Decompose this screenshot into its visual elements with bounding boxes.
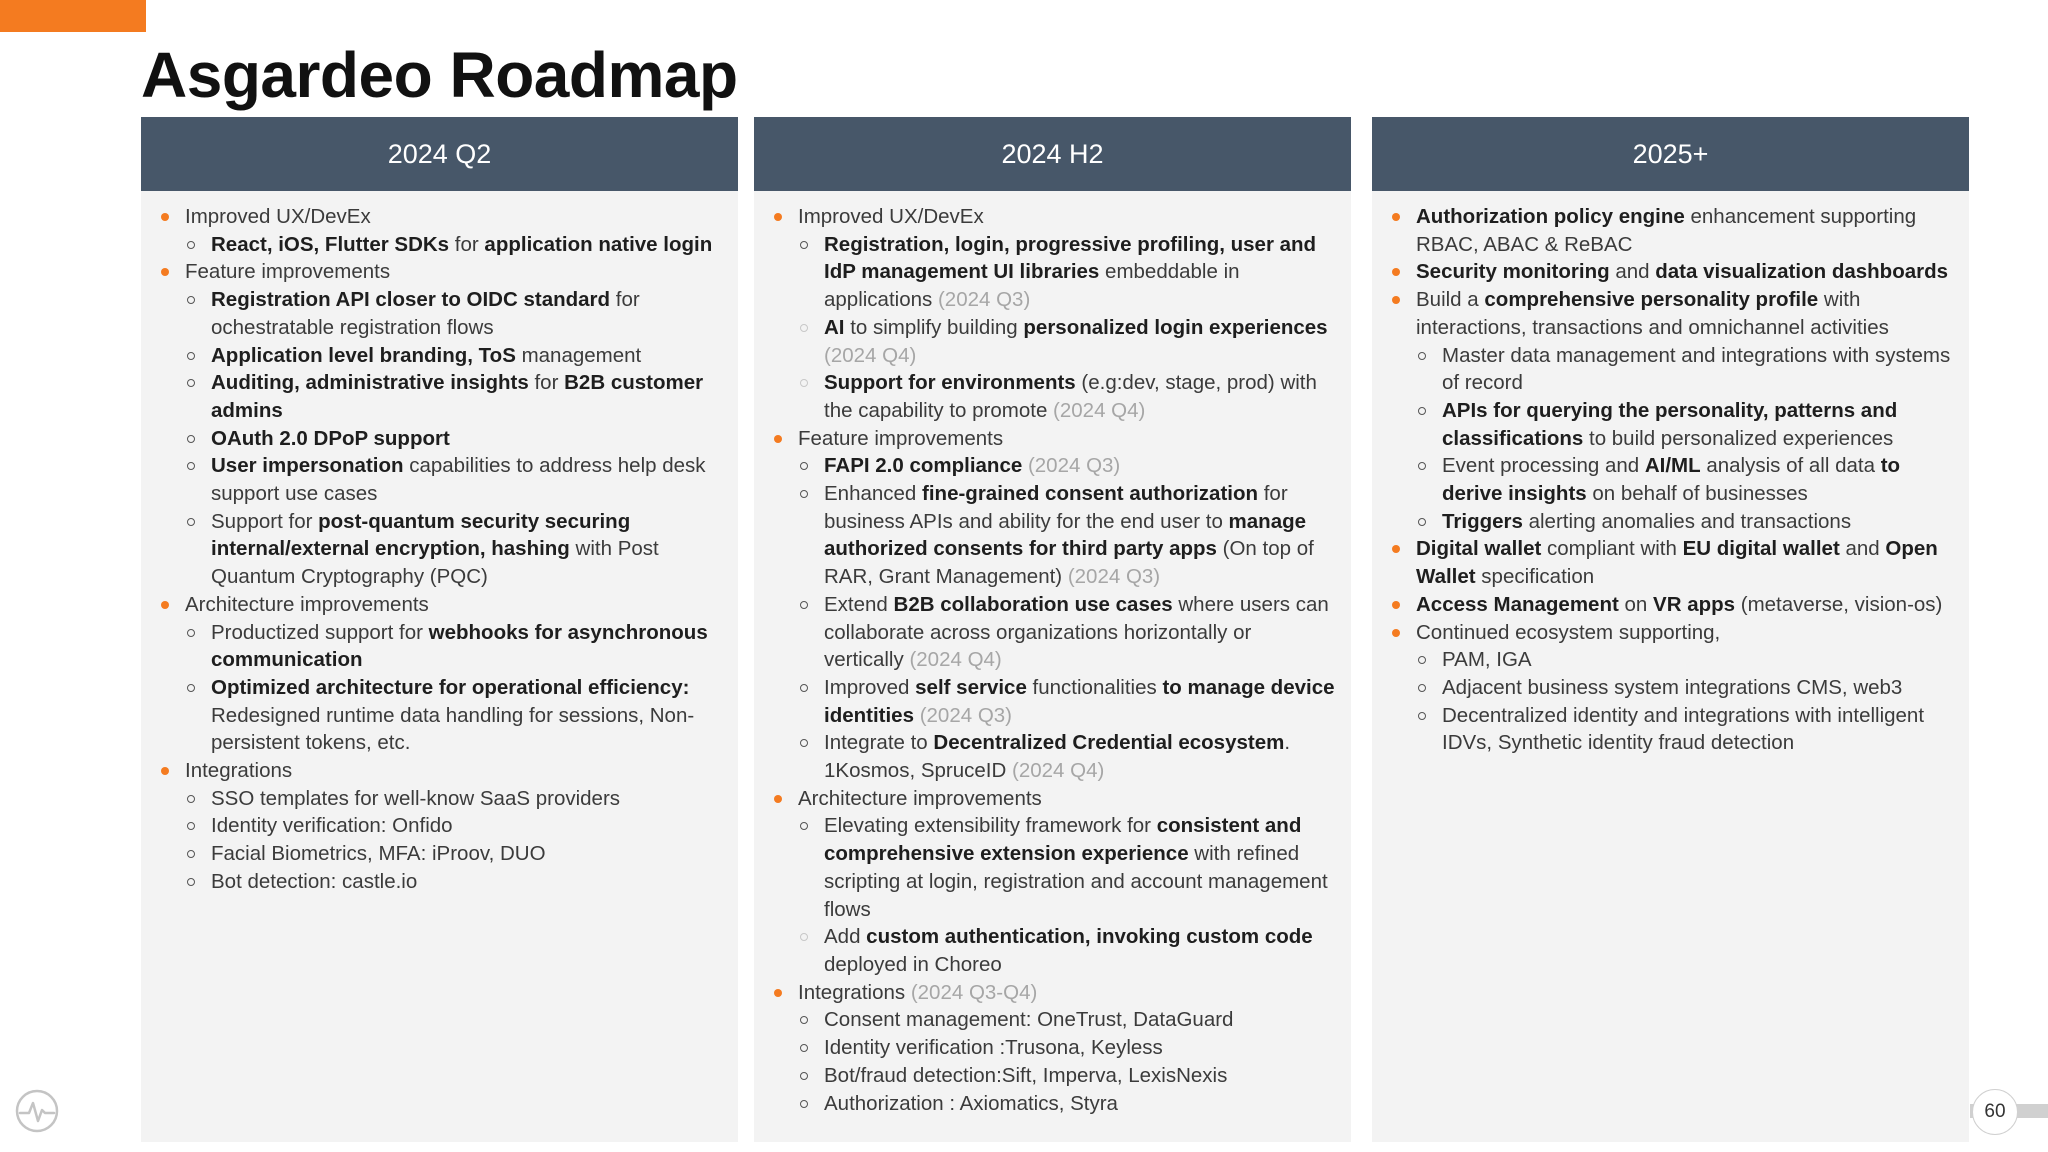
text-run: Improved [824,675,916,699]
timeline-date: (2024 Q3) [937,288,1031,312]
roadmap-subitem [1416,646,1953,674]
roadmap-subitem [185,342,722,370]
roadmap-subitem [185,840,722,868]
bold-text: application native login [484,232,713,256]
bold-text: webhooks for asynchronous communication [211,620,708,672]
bold-text: Security monitoring [1416,260,1610,284]
text-run: Enhanced [824,482,923,506]
bold-text: Triggers [1442,509,1523,533]
timeline-date: (2024 Q4) [1012,759,1105,783]
roadmap-sublist [185,231,722,259]
text-run: with interactions, transactions and omnichannel activities [1416,288,1889,339]
roadmap-subitem [185,785,722,813]
text-run: (On top of RAR, Grant Management) [824,537,1314,589]
roadmap-subitem [1416,702,1953,757]
bold-text: AI [824,315,845,339]
roadmap-subitem [185,868,722,896]
text-run: Integrations [798,980,906,1004]
text-run: Bot/fraud detection:Sift, Imperva, LexisNexis [824,1063,1228,1087]
text-run: for [449,232,485,256]
roadmap-sublist [798,1006,1335,1117]
text-run: . 1Kosmos, SpruceID [824,731,1291,783]
accent-bar [0,0,146,32]
bold-text: post-quantum security securing internal/external encryption, hashing [211,509,631,561]
bold-text: VR apps [1653,592,1736,616]
roadmap-subitem [798,923,1335,978]
text-run: (e.g:dev, stage, prod) with the capability to promote [824,371,1317,422]
roadmap-subitem [798,480,1335,591]
bold-text: B2B customer admins [211,371,704,422]
roadmap-sublist [798,812,1335,978]
bold-text: consistent and comprehensive extension experience [824,814,1302,866]
roadmap-item [1390,591,1953,619]
text-run: alerting anomalies and transactions [1522,509,1852,533]
column-body [1372,191,1969,757]
roadmap-item [159,591,722,757]
text-run: functionalities [1026,675,1163,699]
roadmap-item [1390,286,1953,535]
timeline-date: (2024 Q4) [824,343,917,367]
text-run: compliant with [1541,537,1683,561]
bold-text: manage authorized consents for third party apps [824,509,1307,561]
roadmap-subitem [1416,674,1953,702]
roadmap-subitem [185,812,722,840]
timeline-date: (2024 Q3) [919,703,1013,727]
bold-text: Digital wallet [1416,537,1542,561]
timeline-date: (2024 Q3) [1067,565,1161,589]
roadmap-item [159,757,722,896]
roadmap-item [1390,203,1953,258]
roadmap-subitem [798,314,1335,369]
text-run: Authorization : Axiomatics, Styra [824,1091,1118,1115]
bold-text: APIs for querying the personality, patterns and classifications [1442,398,1898,450]
text-run: PAM, IGA [1442,648,1532,672]
roadmap-subitem [798,812,1335,923]
text-run: Identity verification :Trusona, Keyless [824,1036,1163,1060]
text-run: management [515,343,642,367]
roadmap-list [772,203,1335,1117]
text-run: for business APIs and ability for the end user to [824,482,1288,533]
bold-text: Access Management [1416,592,1619,616]
bold-text: React, iOS, Flutter SDKs [211,232,450,256]
text-run: with refined scripting at login, registration and account management flows [824,842,1328,921]
roadmap-subitem [798,591,1335,674]
roadmap-subitem [185,674,722,757]
roadmap-subitem [798,674,1335,729]
text-run: where users can collaborate across organizations horizontally or vertically [824,592,1329,672]
roadmap-list [159,203,722,896]
roadmap-subitem [185,286,722,341]
timeline-date: (2024 Q4) [909,648,1002,672]
roadmap-sublist [185,286,722,591]
text-run: for [528,371,565,395]
bold-text: OAuth 2.0 DPoP support [211,426,450,450]
roadmap-sublist [185,619,722,758]
bold-text: data visualization dashboards [1655,260,1949,284]
text-run: to build personalized experiences [1583,426,1894,450]
bold-text: Support for environments [824,371,1076,395]
text-run: Continued ecosystem supporting, [1416,620,1721,644]
bold-text: Open Wallet [1416,537,1938,589]
bold-text: Optimized architecture for operational efficiency: [211,675,690,699]
text-run: Adjacent business system integrations CMS, web3 [1442,675,1903,699]
roadmap-item [772,425,1335,785]
bold-text: User impersonation [211,454,404,478]
bold-text: to derive insights [1442,454,1901,506]
text-run: Improved UX/DevEx [185,205,371,228]
page-number: 60 [1972,1089,2018,1135]
text-run: Identity verification: Onfido [211,814,453,838]
bold-text: Decentralized Credential ecosystem [933,731,1285,755]
roadmap-subitem [798,729,1335,784]
roadmap-list [1390,203,1953,757]
text-run: and [1609,260,1656,284]
column-heading: 2024 H2 [754,117,1351,191]
bold-text: fine-grained consent authorization [922,482,1259,506]
roadmap-item [772,203,1335,425]
text-run: and [1839,537,1886,561]
roadmap-sublist [1416,342,1953,536]
roadmap-subitem [798,369,1335,424]
roadmap-item [1390,619,1953,758]
roadmap-item [159,258,722,590]
page-title: Asgardeo Roadmap [141,39,738,111]
column-heading: 2025+ [1372,117,1969,191]
bold-text: Registration API closer to OIDC standard [211,288,611,312]
roadmap-item [1390,258,1953,286]
text-run: Add [824,925,867,949]
text-run: enhancement supporting RBAC, ABAC & ReBAC [1416,205,1917,256]
text-run: SSO templates for well-know SaaS providers [211,786,621,810]
roadmap-subitem [798,231,1335,314]
text-run: Elevating extensibility framework for [824,814,1157,838]
column-2025-plus [1372,117,1969,1142]
text-run: Feature improvements [798,426,1004,450]
bold-text: AI/ML [1644,454,1701,478]
text-run: on [1618,592,1654,616]
text-run: (metaverse, vision-os) [1735,592,1943,616]
text-run: deployed in Choreo [824,952,1002,976]
roadmap-subitem [185,508,722,591]
roadmap-subitem [798,1034,1335,1062]
bold-text: Application level branding, ToS [211,343,516,367]
text-run: analysis of all data [1700,454,1881,478]
text-run: Master data management and integrations with systems of record [1442,343,1951,395]
text-run: Improved UX/DevEx [798,205,984,228]
roadmap-subitem [185,452,722,507]
text-run: Integrate to [824,731,934,755]
text-run: Bot detection: castle.io [211,869,418,893]
roadmap-item [1390,535,1953,590]
text-run: on behalf of businesses [1586,482,1808,506]
text-run: Event processing and [1442,454,1645,478]
timeline-date: (2024 Q3) [1027,454,1121,478]
text-run: Architecture improvements [798,786,1042,810]
roadmap-subitem [798,452,1335,480]
text-run: Consent management: OneTrust, DataGuard [824,1008,1234,1032]
column-body [754,191,1351,1117]
roadmap-subitem [1416,397,1953,452]
text-run: Extend [824,592,894,616]
roadmap-subitem [185,369,722,424]
bold-text: Authorization policy engine [1416,205,1685,228]
roadmap-subitem [798,1090,1335,1118]
text-run: Integrations [185,759,293,783]
text-run: Decentralized identity and integrations with intelligent IDVs, Synthetic identity fraud detection [1442,703,1925,755]
bold-text: EU digital wallet [1682,537,1840,561]
timeline-date: (2024 Q3-Q4) [910,980,1038,1004]
text-run: Build a [1416,288,1485,312]
bold-text: Registration, login, progressive profiling, user and IdP management UI libraries [824,232,1317,284]
text-run: Facial Biometrics, MFA: iProov, DUO [211,842,546,866]
text-run: capabilities to address help desk support use cases [211,454,706,506]
timeline-date: (2024 Q4) [1053,398,1146,422]
column-2024-h2 [754,117,1351,1142]
text-run: Redesigned runtime data handling for sessions, Non-persistent tokens, etc. [211,703,695,755]
bold-text: self service [915,675,1027,699]
roadmap-subitem [185,231,722,259]
roadmap-subitem [185,619,722,674]
column-2024-q2 [141,117,738,1142]
roadmap-item [772,979,1335,1118]
text-run: Support for [211,509,319,533]
roadmap-subitem [1416,508,1953,536]
bold-text: Auditing, administrative insights [211,371,529,395]
text-run: specification [1475,565,1595,589]
text-run: to simplify building [844,315,1024,339]
roadmap-item [772,785,1335,979]
roadmap-subitem [798,1006,1335,1034]
column-body [141,191,738,896]
roadmap-subitem [1416,452,1953,507]
text-run: Architecture improvements [185,592,429,616]
roadmap-subitem [1416,342,1953,397]
bold-text: custom authentication, invoking custom code [866,925,1313,949]
roadmap-subitem [185,425,722,453]
text-run: for ochestratable registration flows [211,288,640,339]
roadmap-sublist [185,785,722,896]
bold-text: to manage device identities [824,675,1335,727]
bold-text: B2B collaboration use cases [893,592,1173,616]
heartbeat-circle-icon [14,1088,60,1134]
text-run: with Post Quantum Cryptography (PQC) [211,537,659,589]
roadmap-sublist [798,452,1335,784]
roadmap-sublist [1416,646,1953,757]
roadmap-subitem [798,1062,1335,1090]
column-heading: 2024 Q2 [141,117,738,191]
text-run: Feature improvements [185,260,391,284]
text-run: Productized support for [211,620,429,644]
bold-text: FAPI 2.0 compliance [824,454,1023,478]
roadmap-item [159,203,722,258]
roadmap-sublist [798,231,1335,425]
bold-text: personalized login experiences [1023,315,1328,339]
bold-text: comprehensive personality profile [1484,288,1819,312]
text-run: embeddable in applications [824,260,1240,312]
